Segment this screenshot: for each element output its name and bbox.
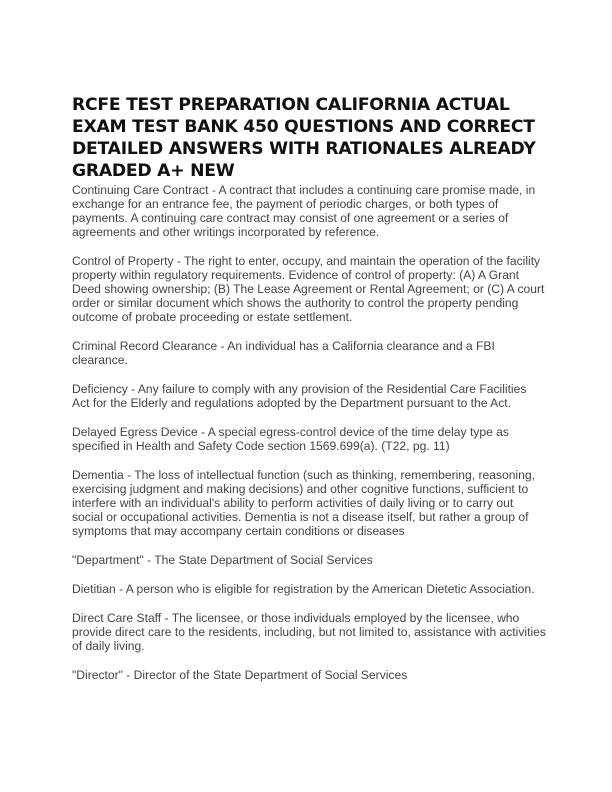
definition-entry-control-of-property: Control of Property - The right to enter, occupy, and maintain the operation of the facility property within regulatory requirements. Evidence of control of property: (A) A Grant Deed showing ownership; (B) The Lease Agreement or Rental Agreement; or (C) A court order or similar document which shows the authority to control the property pending outcome of probate proceeding or estate settlement. <box>72 254 545 324</box>
definition-entry-delayed-egress-device: Delayed Egress Device - A special egress-control device of the time delay type as specified in Health and Safety Code section 1569.699(a). (T22, pg. 11) <box>72 425 509 453</box>
definition-list <box>72 183 546 697</box>
definition-entry-continuing-care-contract: Continuing Care Contract - A contract that includes a continuing care promise made, in exchange for an entrance fee, the payment of periodic charges, or both types of payments. A continuing care contract may consist of one agreement or a series of agreements and other writings incorporated by reference. <box>72 183 536 239</box>
document-title: RCFE TEST PREPARATION CALIFORNIA ACTUAL EXAM TEST BANK 450 QUESTIONS AND CORRECT DETAILED ANSWERS WITH RATIONALES ALREADY GRADED A+ NEW <box>72 95 536 181</box>
definition-entry-criminal-record-clearance: Criminal Record Clearance - An individual has a California clearance and a FBI clearance. <box>72 339 495 367</box>
definition-entry-dietitian: Dietitian - A person who is eligible for registration by the American Dietetic Association. <box>72 582 535 596</box>
definition-entry-direct-care-staff: Direct Care Staff - The licensee, or those individuals employed by the licensee, who provide direct care to the residents, including, but not limited to, assistance with activities of daily living. <box>72 611 546 653</box>
definition-entry-director: "Director" - Director of the State Department of Social Services <box>72 668 408 682</box>
definition-entry-dementia: Dementia - The loss of intellectual function (such as thinking, remembering, reasoning, exercising judgment and making decisions) and other cognitive functions, sufficient to interfere with an individual's ability to perform activities of daily living or to carry out social or occupational activities. Dementia is not a disease itself, but rather a group of symptoms that may accompany certain conditions or diseases <box>72 468 535 538</box>
definition-entry-deficiency: Deficiency - Any failure to comply with any provision of the Residential Care Facilities Act for the Elderly and regulations adopted by the Department pursuant to the Act. <box>72 382 527 410</box>
definition-entry-department: "Department" - The State Department of Social Services <box>72 553 373 567</box>
